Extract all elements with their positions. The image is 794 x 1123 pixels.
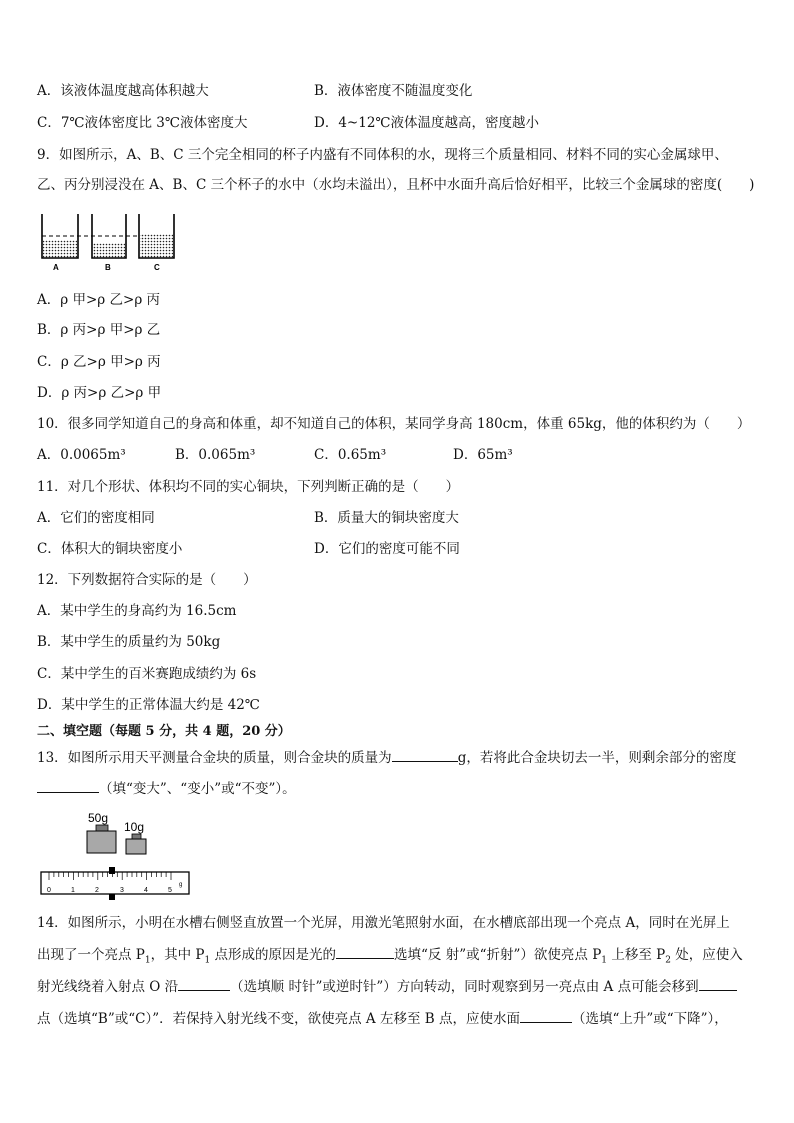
q14-text-3a: 射光线绕着入射点 O 沿 <box>37 979 179 995</box>
rider-bottom <box>109 894 115 900</box>
q11-option-c: C．体积大的铜块密度小 <box>37 541 183 557</box>
weight-50g <box>87 825 116 853</box>
q14-sub-2: 2 <box>665 955 671 966</box>
cup-label-c: C <box>154 263 160 272</box>
q8-option-c: C．7℃液体密度比 3℃液体密度大 <box>37 115 248 131</box>
q14-text-2f: 处，应使入 <box>670 947 743 963</box>
q14-text-2c: 点形成的原因是光的 <box>210 947 337 963</box>
q13-text-2: （填“变大”、“变小”或“不变”）。 <box>99 781 296 797</box>
scale-tick-2: 2 <box>95 887 99 894</box>
q14-sub-1c: 1 <box>601 955 608 966</box>
q11-option-a: A．它们的密度相同 <box>37 510 155 526</box>
q14-line4 <box>37 1008 728 1029</box>
q12-option-a: A．某中学生的身高约为 16.5cm <box>37 603 237 619</box>
q8-option-b: B．液体密度不随温度变化 <box>314 83 473 99</box>
q14-line2 <box>37 944 743 971</box>
q13-mass-blank <box>392 747 458 762</box>
q13-text-1a: 13．如图所示用天平测量合金块的质量，则合金块的质量为 <box>37 750 392 766</box>
q14-sub-1b: 1 <box>204 955 211 966</box>
scale-tick-4: 4 <box>144 887 148 894</box>
q13-line1 <box>37 747 736 768</box>
section-heading-fill-in: 二、填空题（每题 5 分，共 4 题，20 分） <box>37 724 291 739</box>
q9-option-d: D．ρ 丙>ρ 乙>ρ 甲 <box>37 385 162 401</box>
q10-option-a: A．0.0065m³ <box>37 447 126 463</box>
cup-c <box>139 214 174 258</box>
scale-tick-3: 3 <box>120 887 124 894</box>
q14-text-3b: （选填顺 时针”或逆时针”）方向转动，同时观察到另一亮点由 A 点可能会移到 <box>230 979 699 995</box>
q8-option-a: A．该液体温度越高体积越大 <box>37 83 209 99</box>
rider-top <box>109 867 115 874</box>
balance-figure <box>38 808 193 900</box>
weight-10g <box>126 834 146 854</box>
q13-density-blank <box>37 778 99 793</box>
q14-blank-1 <box>336 944 394 959</box>
scale-tick-1: 1 <box>71 887 75 894</box>
q13-line2 <box>37 778 296 799</box>
q10-option-b: B．0.065m³ <box>175 447 256 463</box>
q8-option-d: D．4~12℃液体温度越高，密度越小 <box>314 115 540 131</box>
q12-option-b: B．某中学生的质量约为 50kg <box>37 634 221 650</box>
q10-stem: 10．很多同学知道自己的身高和体重，却不知道自己的体积，某同学身高 180cm，体重 65kg，他的体积约为（ ） <box>37 416 751 432</box>
q9-stem-line1: 9．如图所示，A、B、C 三个完全相同的杯子内盛有不同体积的水，现将三个质量相同、材料不同的实心金属球甲、 <box>37 147 728 163</box>
q14-text-2d: 选填“反 射”或“折射”）欲使亮点 P <box>394 947 602 963</box>
q14-sub-1a: 1 <box>144 955 151 966</box>
q13-text-1b: g，若将此合金块切去一半，则剩余部分的密度 <box>457 750 737 766</box>
q11-stem: 11．对几个形状、体积均不同的实心铜块，下列判断正确的是（ ） <box>37 479 460 495</box>
q9-option-b: B．ρ 丙>ρ 甲>ρ 乙 <box>37 322 161 338</box>
q14-line1: 14．如图所示，小明在水槽右侧竖直放置一个光屏，用激光笔照射水面，在水槽底部出现一个亮点 A，同时在光屏上 <box>37 915 730 931</box>
scale-tick-0: 0 <box>47 887 51 894</box>
q12-option-d: D．某中学生的正常体温大约是 42℃ <box>37 697 260 713</box>
q14-blank-2 <box>178 976 230 991</box>
q10-option-c: C．0.65m³ <box>314 447 387 463</box>
cup-label-a: A <box>53 263 59 272</box>
q14-text-2b: ，其中 P <box>150 947 205 963</box>
cups-figure <box>36 210 181 275</box>
q14-blank-4 <box>520 1008 572 1023</box>
weight-50g-label: 50g <box>88 811 109 825</box>
q12-option-c: C．某中学生的百米赛跑成绩约为 6s <box>37 666 257 682</box>
q9-stem-line2: 乙、丙分别浸没在 A、B、C 三个杯子的水中（水均未溢出），且杯中水面升高后恰好相平，比较三个金属球的密度( ) <box>37 177 755 193</box>
q14-text-2e: 上移至 P <box>607 947 666 963</box>
q12-stem: 12．下列数据符合实际的是（ ） <box>37 572 257 588</box>
scale-tick-5: 5 <box>168 887 172 894</box>
q14-line3 <box>37 976 737 997</box>
q14-text-4b: （选填“上升”或“下降”）， <box>571 1011 728 1027</box>
weight-10g-label: 10g <box>124 820 145 834</box>
scale-unit: g <box>179 882 183 888</box>
q14-blank-3 <box>699 976 737 991</box>
q9-option-c: C．ρ 乙>ρ 甲>ρ 丙 <box>37 354 161 370</box>
beam-scale <box>41 867 189 900</box>
q10-option-d: D．65m³ <box>453 447 513 463</box>
q9-option-a: A．ρ 甲>ρ 乙>ρ 丙 <box>37 292 161 308</box>
cup-label-b: B <box>105 263 111 272</box>
q11-option-b: B．质量大的铜块密度大 <box>314 510 459 526</box>
q14-text-2a: 出现了一个亮点 P <box>37 947 145 963</box>
q11-option-d: D．它们的密度可能不同 <box>314 541 460 557</box>
q14-text-4a: 点（选填“B”或“C）”．若保持入射光线不变，欲使亮点 A 左移至 B 点，应使水面 <box>37 1011 520 1027</box>
